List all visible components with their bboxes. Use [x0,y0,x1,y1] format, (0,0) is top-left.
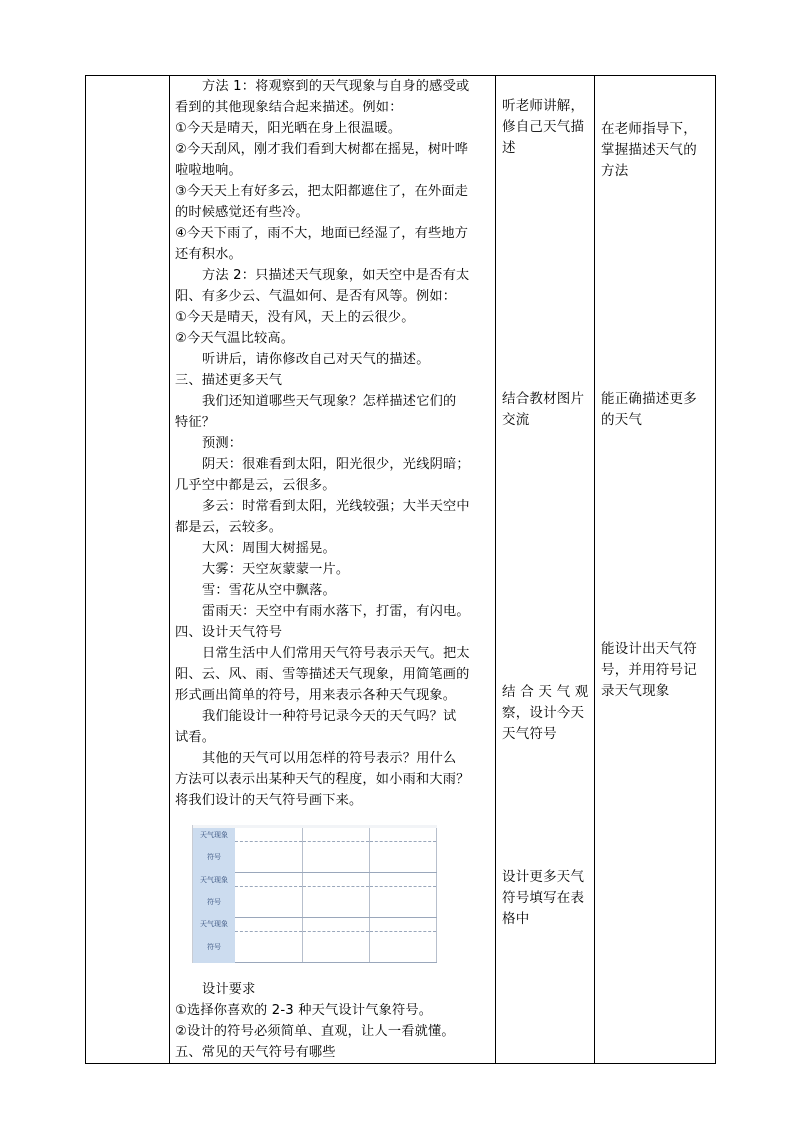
method-2-line: 方法 2：只描述天气现象，如天空中是否有太 [202,268,470,283]
activity-line: 察，设计今天 [502,705,585,721]
weather-description-line: 都是云，云较多。 [175,520,283,535]
grid-cell [235,918,302,932]
grid-cell [369,918,436,932]
design-intent-block [601,119,697,182]
grid-cell [302,918,369,932]
student-activity-block [502,96,584,159]
symbol-label: 符号 [193,842,235,873]
activity-line: 结 合 天 气 观 [502,684,589,700]
question-line: 我们能设计一种符号记录今天的天气吗？试 [202,709,457,724]
activity-line: 交流 [502,412,530,428]
activity-line: 听老师讲解， [502,98,585,114]
activity-line: 结合教材图片 [502,391,585,407]
design-intent-block [601,639,697,702]
grid-cell [235,842,302,873]
symbol-label: 符号 [193,886,235,917]
grid-cell [302,842,369,873]
content-line: 日常生活中人们常用天气符号表示天气。把太 [202,646,470,661]
section-heading-5: 五、常见的天气符号有哪些 [175,1045,336,1060]
design-intent-cell [595,76,716,1064]
phenomenon-label: 天气现象 [193,873,235,887]
weather-description-line: 大雾：天空灰蒙蒙一片。 [202,562,350,577]
student-activity-block [502,389,584,431]
weather-description-line: 阴天：很难看到太阳，阳光很少，光线阴暗； [202,457,470,472]
example-line: 啦啦地响。 [175,163,242,178]
teaching-content-cell [170,76,496,1064]
grid-cell [369,873,436,887]
question-line: 特征？ [175,415,216,430]
question-line: 我们还知道哪些天气现象？怎样描述它们的 [202,394,457,409]
weather-description-line: 大风：周围大树摇晃。 [202,541,336,556]
design-requirement-line: ①选择你喜欢的 2-3 种天气设计气象符号。 [175,1003,433,1018]
grid-cell [302,828,369,842]
grid-cell [235,828,302,842]
grid-cell [302,931,369,962]
activity-line: 天气符号 [502,726,557,742]
grid-cell [302,873,369,887]
intent-line: 能正确描述更多 [601,391,697,407]
design-intent-block [601,389,697,431]
content-line: 阳、有多少云、气温如何、是否有风等。例如： [175,289,457,304]
intent-line: 方法 [601,163,629,179]
example-line: ③今天天上有好多云，把太阳都遮住了，在外面走 [175,184,469,199]
example-line: ①今天是晴天，没有风，天上的云很少。 [175,310,415,325]
weather-symbol-table-figure [192,825,437,963]
example-line: ②今天气温比较高。 [175,331,295,346]
design-requirements-heading: 设计要求 [202,982,256,997]
grid-cell [369,886,436,917]
weather-symbol-grid [193,828,437,963]
activity-line: 设计更多天气 [502,869,585,885]
grid-cell [235,931,302,962]
question-line: 方法可以表示出某种天气的程度，如小雨和大雨？ [175,772,470,787]
weather-description-line: 几乎空中都是云，云很多。 [175,478,336,493]
grid-cell [369,842,436,873]
blank-column-cell [86,76,170,1064]
section-heading-3: 三、描述更多天气 [175,373,283,388]
question-line: 其他的天气可以用怎样的符号表示？用什么 [202,751,457,766]
example-line: ①今天是晴天，阳光晒在身上很温暖。 [175,121,402,136]
student-activity-block [502,867,584,930]
content-line: 形式画出简单的符号，用来表示各种天气现象。 [175,688,457,703]
weather-description-line: 雷雨天：天空中有雨水落下，打雷，有闪电。 [202,604,470,619]
activity-line: 符号填写在表 [502,890,585,906]
grid-cell [235,873,302,887]
prediction-label: 预测： [202,436,243,451]
intent-line: 的天气 [601,412,643,428]
content-line: 阳、云、风、雨、雪等描述天气现象，用简笔画的 [175,667,470,682]
intent-line: 号，并用符号记 [601,662,697,678]
phenomenon-label: 天气现象 [193,918,235,932]
grid-cell [302,886,369,917]
content-line: 将我们设计的天气符号画下来。 [175,793,363,808]
grid-cell [369,931,436,962]
student-activity-cell [496,76,595,1064]
grid-cell [235,886,302,917]
intent-line: 录天气现象 [601,683,670,699]
instruction-line: 听讲后，请你修改自己对天气的描述。 [202,352,430,367]
activity-line: 修自己天气描 [502,119,585,135]
symbol-label: 符号 [193,931,235,962]
activity-line: 格中 [502,911,530,927]
lesson-plan-table [85,75,716,1064]
content-line: 看到的其他现象结合起来描述。例如： [175,100,403,115]
section-heading-4: 四、设计天气符号 [175,625,283,640]
activity-line: 述 [502,140,516,156]
intent-line: 能设计出天气符 [601,641,697,657]
example-line: ④今天下雨了，雨不大，地面已经湿了，有些地方 [175,226,469,241]
intent-line: 在老师指导下， [601,121,697,137]
phenomenon-label: 天气现象 [193,828,235,842]
example-line: 的时候感觉还有些冷。 [175,205,309,220]
grid-cell [369,828,436,842]
example-line: 还有积水。 [175,247,242,262]
design-requirement-line: ②设计的符号必须简单、直观，让人一看就懂。 [175,1024,455,1039]
method-1-line: 方法 1：将观察到的天气现象与自身的感受或 [202,79,470,94]
question-line: 试看。 [175,730,216,745]
intent-line: 掌握描述天气的 [601,142,697,158]
weather-description-line: 多云：时常看到太阳，光线较强；大半天空中 [202,499,470,514]
student-activity-block [502,682,588,745]
example-line: ②今天刮风，刚才我们看到大树都在摇晃，树叶哗 [175,142,469,157]
weather-description-line: 雪：雪花从空中飘落。 [202,583,336,598]
